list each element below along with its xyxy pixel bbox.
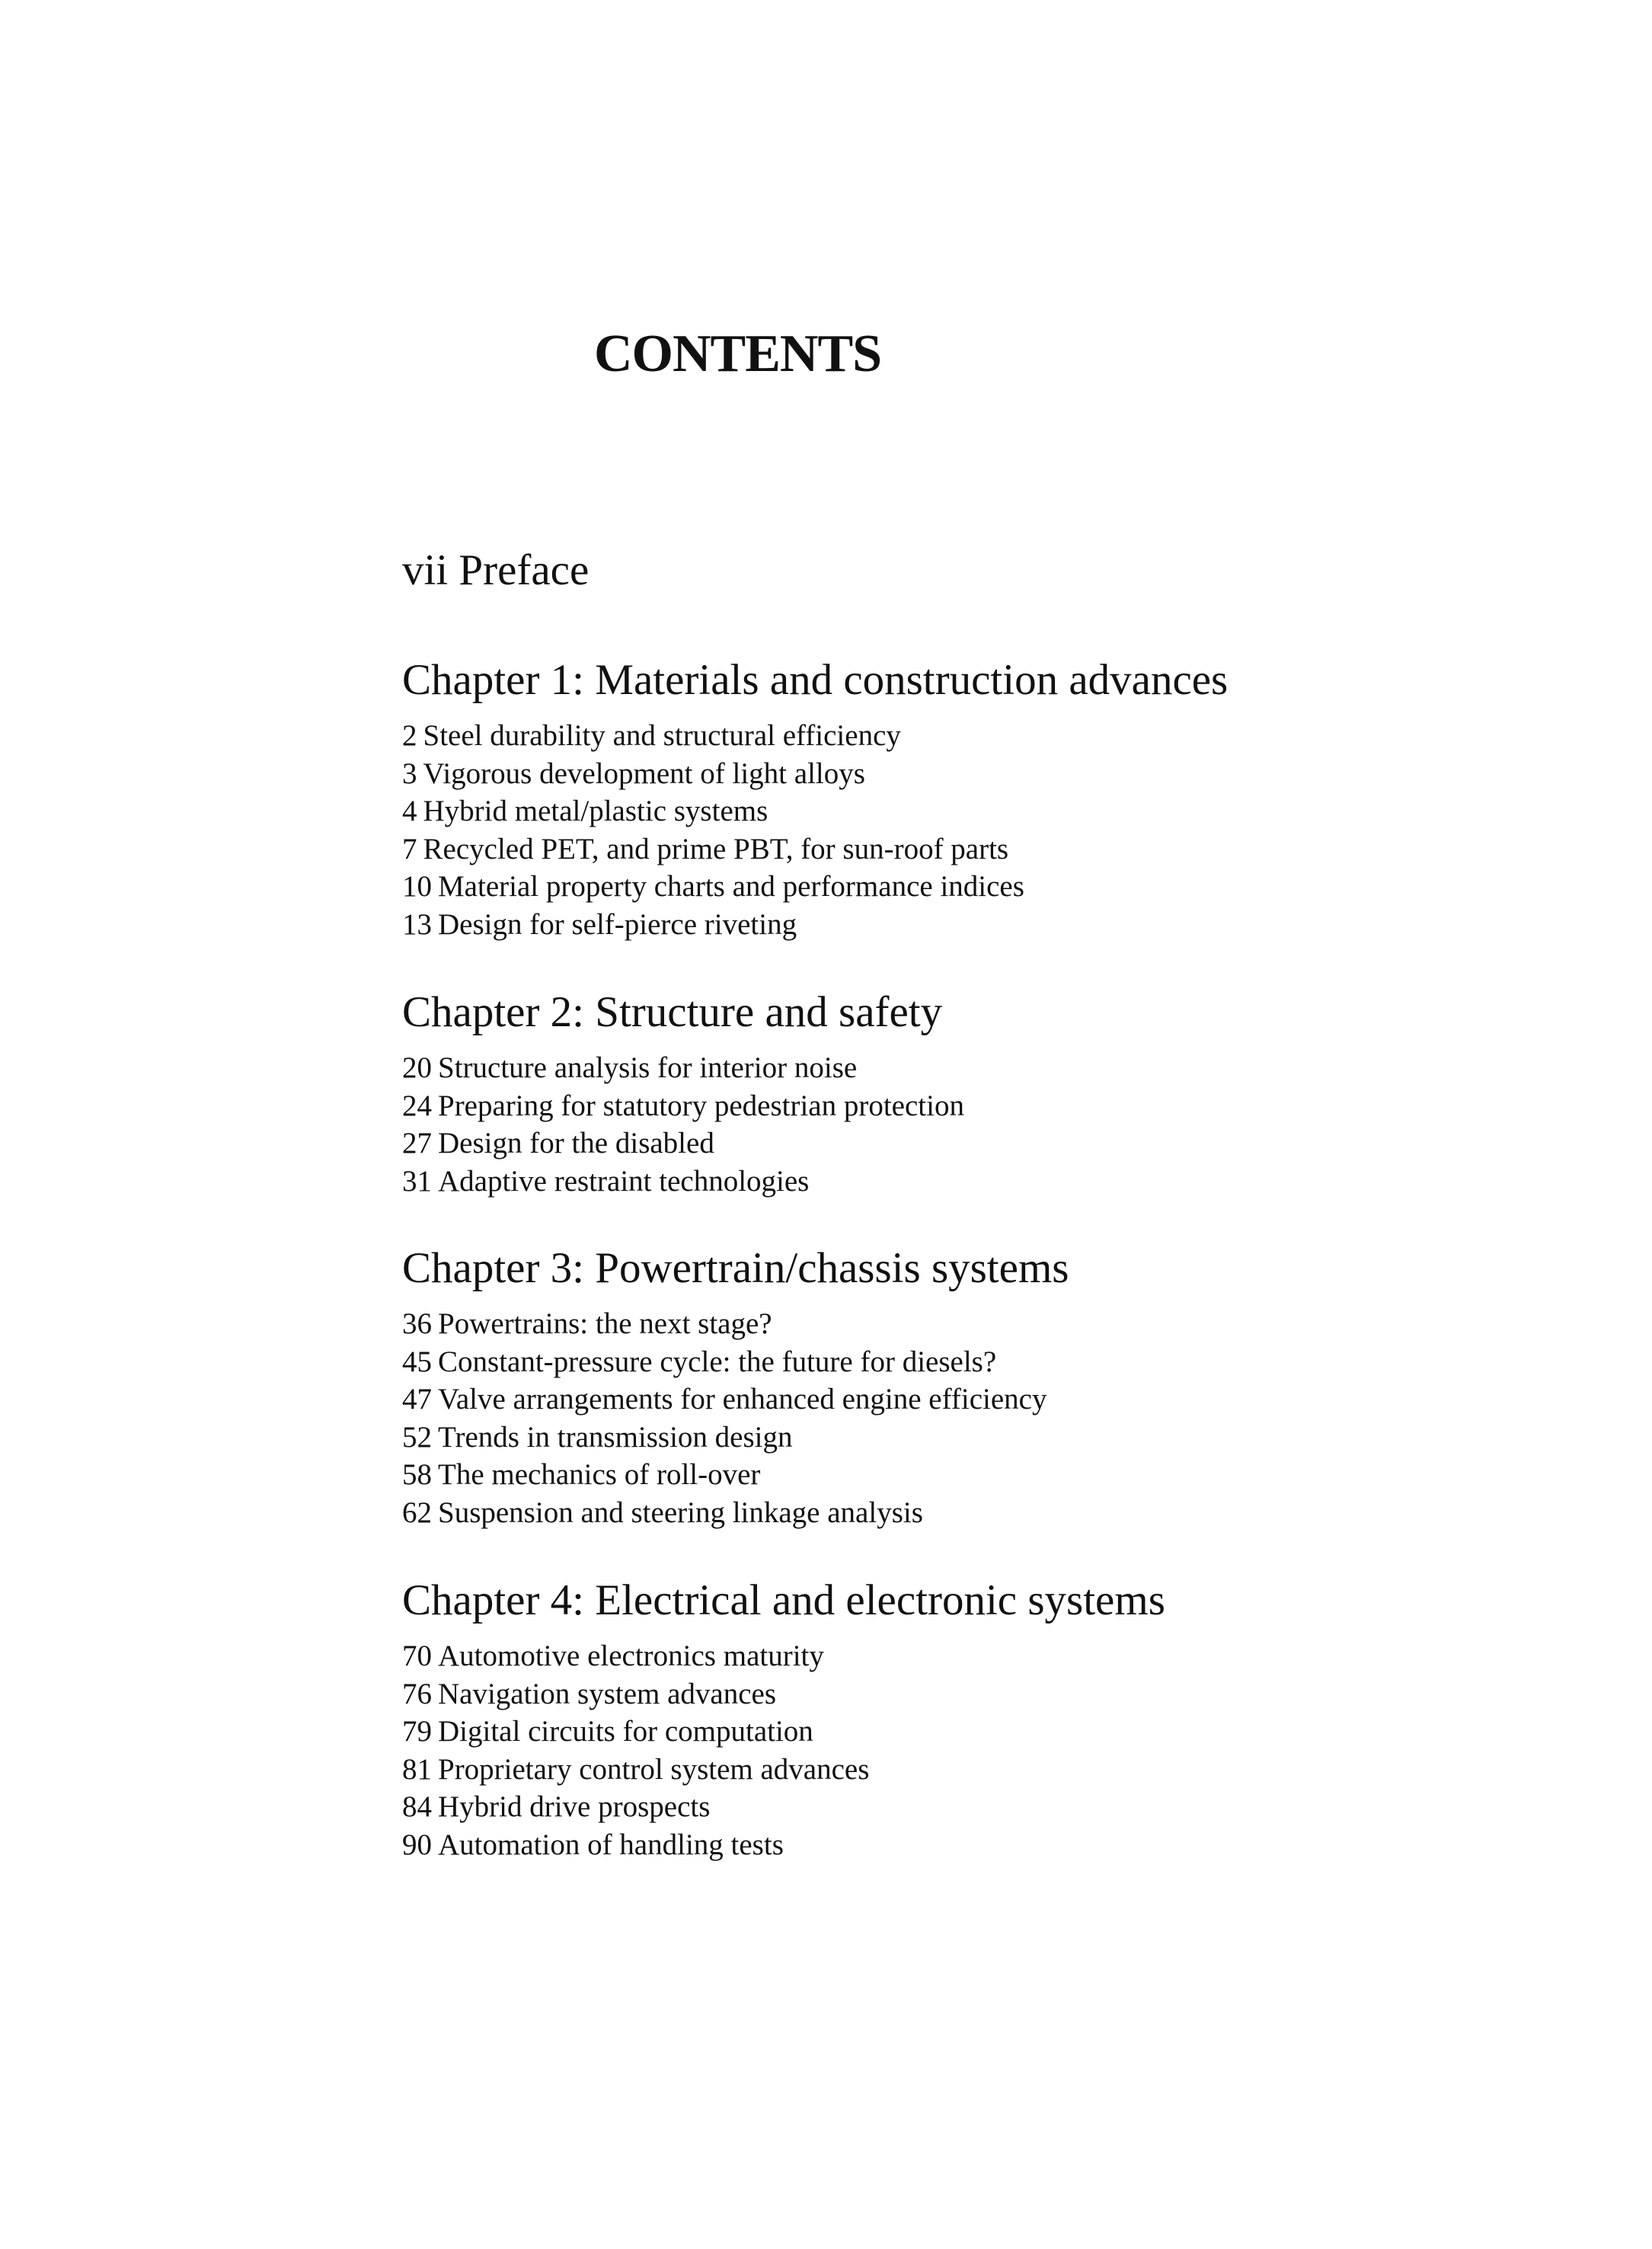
chapter-1-section xyxy=(402,658,1228,943)
toc-entry[interactable] xyxy=(402,1751,1165,1789)
entry-page-number: 2 xyxy=(402,719,417,752)
entry-title: Vigorous development of light alloys xyxy=(423,757,865,790)
toc-entry[interactable] xyxy=(402,1163,964,1201)
entry-page-number: 20 xyxy=(402,1051,432,1084)
entry-title: Proprietary control system advances xyxy=(438,1752,870,1786)
entry-page-number: 58 xyxy=(402,1458,432,1491)
chapter-1-entries xyxy=(402,717,1228,943)
entry-page-number: 13 xyxy=(402,907,432,941)
chapter-1-title[interactable]: Chapter 1: Materials and construction advances xyxy=(402,656,1229,704)
toc-entry[interactable] xyxy=(402,1305,1069,1343)
chapter-2-entries xyxy=(402,1049,964,1200)
toc-entry[interactable] xyxy=(402,830,1228,869)
chapter-4-title[interactable]: Chapter 4: Electrical and electronic systems xyxy=(402,1576,1165,1624)
toc-entry[interactable] xyxy=(402,1456,1069,1494)
entry-title: Steel durability and structural efficiency xyxy=(423,719,901,752)
chapter-2-title[interactable]: Chapter 2: Structure and safety xyxy=(402,988,943,1036)
entry-title: Suspension and steering linkage analysis xyxy=(438,1496,923,1529)
toc-entry[interactable] xyxy=(402,755,1228,793)
entry-title: Preparing for statutory pedestrian protection xyxy=(438,1089,964,1122)
toc-entry[interactable] xyxy=(402,792,1228,830)
chapter-4-section xyxy=(402,1576,1165,1864)
entry-page-number: 84 xyxy=(402,1790,432,1823)
chapter-3-section xyxy=(402,1246,1069,1531)
entry-title: Hybrid metal/plastic systems xyxy=(423,795,768,827)
toc-preface[interactable]: vii Preface xyxy=(402,546,590,594)
entry-title: Trends in transmission design xyxy=(438,1420,793,1454)
chapter-3-title[interactable]: Chapter 3: Powertrain/chassis systems xyxy=(402,1244,1069,1292)
entry-title: Design for the disabled xyxy=(438,1127,714,1160)
entry-page-number: 70 xyxy=(402,1640,432,1672)
entry-page-number: 36 xyxy=(402,1307,432,1340)
toc-entry[interactable] xyxy=(402,1087,964,1125)
page-title: CONTENTS xyxy=(594,325,882,383)
chapter-2-section xyxy=(402,990,964,1200)
toc-entry[interactable] xyxy=(402,1380,1069,1419)
toc-entry[interactable] xyxy=(402,1419,1069,1457)
entry-title: Adaptive restraint technologies xyxy=(438,1164,810,1198)
entry-page-number: 3 xyxy=(402,757,417,790)
entry-page-number: 45 xyxy=(402,1345,432,1378)
entry-title: Constant-pressure cycle: the future for diesels? xyxy=(438,1345,997,1378)
entry-page-number: 24 xyxy=(402,1089,432,1122)
entry-title: Material property charts and performance indices xyxy=(438,870,1024,903)
entry-page-number: 7 xyxy=(402,832,417,865)
chapter-3-entries xyxy=(402,1305,1069,1531)
entry-page-number: 90 xyxy=(402,1828,432,1861)
entry-title: The mechanics of roll-over xyxy=(438,1458,761,1491)
toc-entry[interactable] xyxy=(402,906,1228,944)
entry-page-number: 81 xyxy=(402,1752,432,1786)
entry-title: Hybrid drive prospects xyxy=(438,1790,711,1823)
toc-entry[interactable] xyxy=(402,868,1228,906)
entry-title: Navigation system advances xyxy=(438,1677,777,1710)
toc-entry[interactable] xyxy=(402,1637,1165,1675)
toc-entry[interactable] xyxy=(402,1713,1165,1751)
entry-title: Valve arrangements for enhanced engine efficiency xyxy=(438,1383,1047,1416)
entry-title: Automotive electronics maturity xyxy=(438,1640,824,1672)
entry-title: Recycled PET, and prime PBT, for sun-roof parts xyxy=(423,832,1009,865)
entry-title: Digital circuits for computation xyxy=(438,1715,813,1748)
toc-entry[interactable] xyxy=(402,1049,964,1087)
entry-page-number: 47 xyxy=(402,1383,432,1416)
toc-entry[interactable] xyxy=(402,1343,1069,1381)
entry-page-number: 52 xyxy=(402,1420,432,1454)
entry-page-number: 31 xyxy=(402,1164,432,1198)
entry-title: Structure analysis for interior noise xyxy=(438,1051,858,1084)
toc-entry[interactable] xyxy=(402,1494,1069,1532)
chapter-4-entries xyxy=(402,1637,1165,1864)
entry-title: Design for self-pierce riveting xyxy=(438,907,797,941)
toc-entry[interactable] xyxy=(402,1788,1165,1826)
entry-page-number: 79 xyxy=(402,1715,432,1748)
entry-page-number: 4 xyxy=(402,795,417,827)
entry-title: Automation of handling tests xyxy=(438,1828,784,1861)
entry-title: Powertrains: the next stage? xyxy=(438,1307,772,1340)
entry-page-number: 76 xyxy=(402,1677,432,1710)
entry-page-number: 62 xyxy=(402,1496,432,1529)
entry-page-number: 27 xyxy=(402,1127,432,1160)
toc-entry[interactable] xyxy=(402,1826,1165,1864)
toc-entry[interactable] xyxy=(402,1675,1165,1713)
entry-page-number: 10 xyxy=(402,870,432,903)
toc-entry[interactable] xyxy=(402,1124,964,1163)
toc-entry[interactable] xyxy=(402,717,1228,755)
